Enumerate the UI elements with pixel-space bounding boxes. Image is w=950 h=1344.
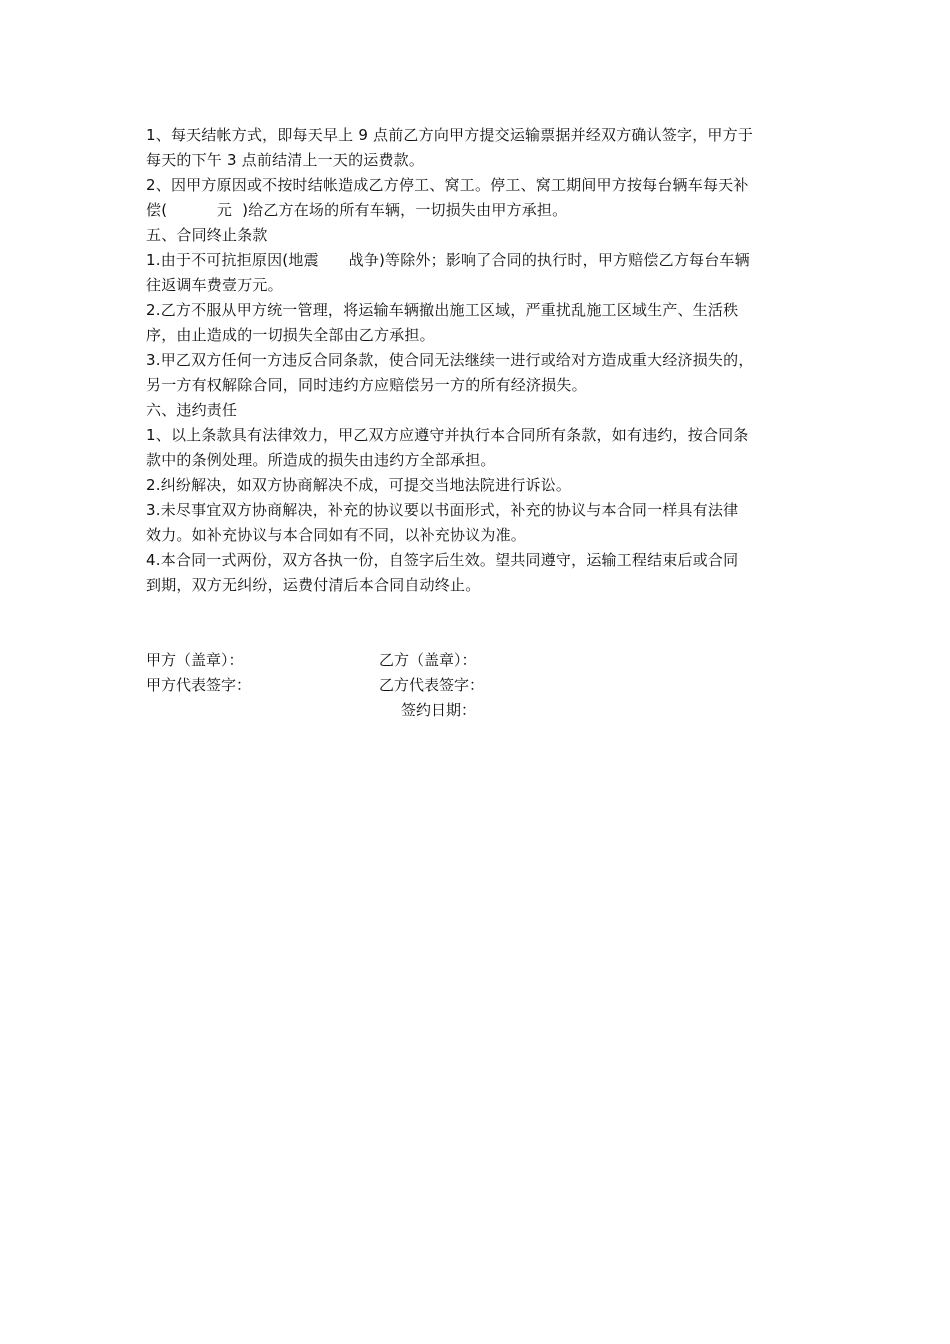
party-a-seal-label: 甲方（盖章）： <box>146 651 244 669</box>
party-b-rep-label: 乙方代表签字： <box>379 676 485 694</box>
clause-line: 2.纠纷解决，如双方协商解决不成，可提交当地法院进行诉讼。 <box>146 476 572 494</box>
section-heading: 六、违约责任 <box>146 401 238 419</box>
clause-line: 偿( 元 )给乙方在场的所有车辆，一切损失由甲方承担。 <box>146 201 568 219</box>
clause-line: 另一方有权解除合同，同时违约方应赔偿另一方的所有经济损失。 <box>146 376 587 394</box>
clause-line: 1、每天结帐方式，即每天早上 9 点前乙方向甲方提交运输票据并经双方确认签字，甲方于 <box>146 126 754 144</box>
clause-line: 1、以上条款具有法律效力，甲乙双方应遵守并执行本合同所有条款，如有违约，按合同条 <box>146 426 749 444</box>
clause-line: 3.甲乙双方任何一方违反合同条款，使合同无法继续一进行或给对方造成重大经济损失的， <box>146 351 754 369</box>
clause-line: 效力。如补充协议与本合同如有不同，以补充协议为准。 <box>146 526 527 544</box>
sign-date-label: 签约日期： <box>401 701 477 719</box>
section-heading: 五、合同终止条款 <box>146 226 268 244</box>
clause-line: 每天的下午 3 点前结清上一天的运费款。 <box>146 151 425 169</box>
clause-line: 4.本合同一式两份，双方各执一份，自签字后生效。望共同遵守，运输工程结束后或合同 <box>146 551 739 569</box>
clause-line: 往返调车费壹万元。 <box>146 276 283 294</box>
clause-line: 3.未尽事宜双方协商解决，补充的协议要以书面形式，补充的协议与本合同一样具有法律 <box>146 501 739 519</box>
clause-line: 款中的条例处理。所造成的损失由违约方全部承担。 <box>146 451 496 469</box>
signature-row-date <box>146 698 826 723</box>
signature-row-rep <box>146 673 826 698</box>
party-b-seal-label: 乙方（盖章）： <box>379 651 477 669</box>
clause-line: 1.由于不可抗拒原因(地震 战争)等除外；影响了合同的执行时，甲方赔偿乙方每台车辆 <box>146 251 750 269</box>
clause-line: 序，由止造成的一切损失全部由乙方承担。 <box>146 326 435 344</box>
signature-row-seal <box>146 648 826 673</box>
clause-line: 到期，双方无纠纷，运费付清后本合同自动终止。 <box>146 576 481 594</box>
contract-body <box>146 123 826 723</box>
spacer <box>146 598 826 648</box>
party-a-rep-label: 甲方代表签字： <box>146 676 252 694</box>
clause-line: 2.乙方不服从甲方统一管理，将运输车辆撤出施工区域，严重扰乱施工区域生产、生活秩 <box>146 301 739 319</box>
clause-line: 2、因甲方原因或不按时结帐造成乙方停工、窝工。停工、窝工期间甲方按每台辆车每天补 <box>146 176 749 194</box>
